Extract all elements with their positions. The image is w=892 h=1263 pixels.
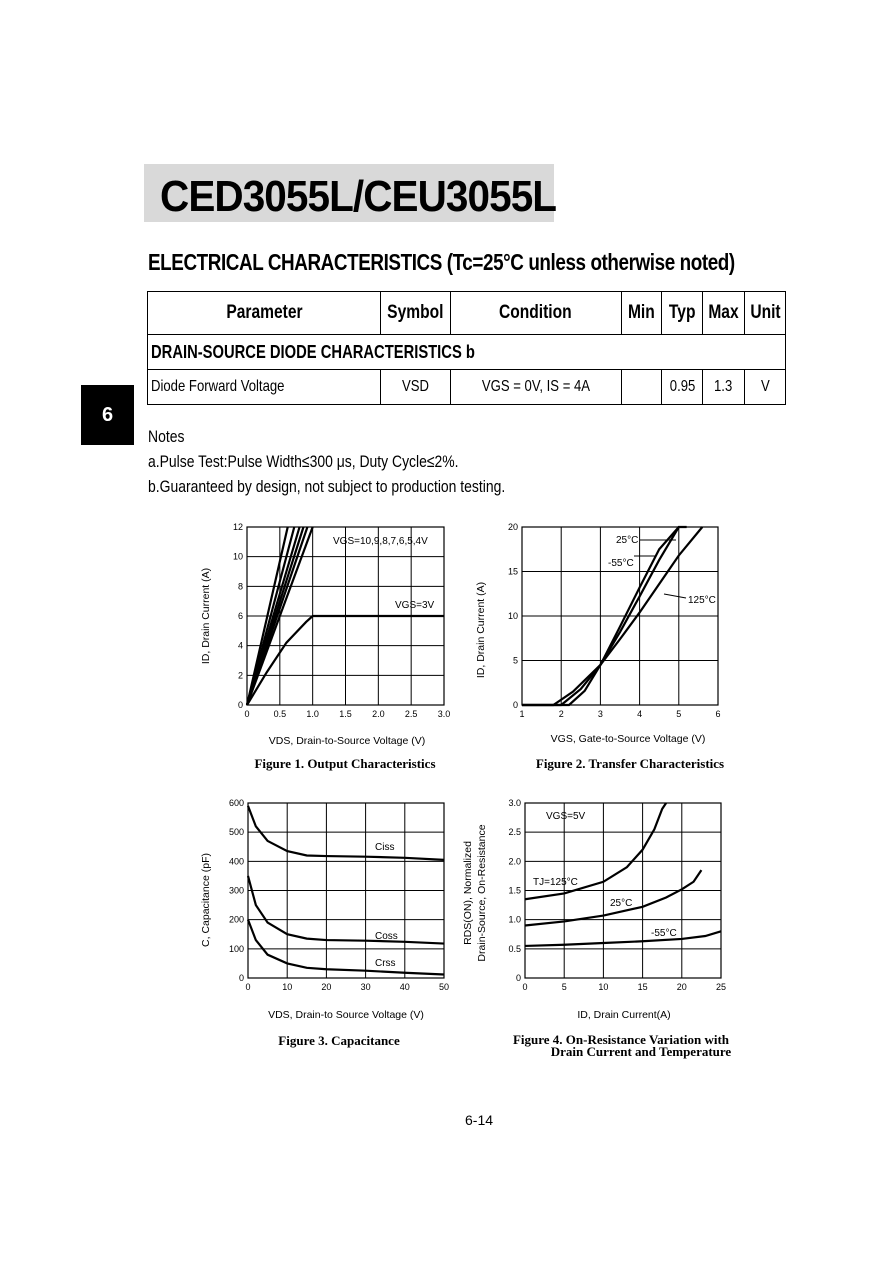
x-tick-label: 1 [519,709,525,719]
fig3-coss-label: Coss [375,931,398,942]
y-tick-label: 500 [228,827,244,838]
cell-unit: V [745,370,786,405]
x-tick-label: 50 [438,982,450,992]
col-header: Min [621,292,662,335]
series-line [248,876,444,944]
x-tick-label: 1.0 [306,709,319,719]
y-tick-label: 0.5 [508,943,521,954]
fig3-ciss-label: Ciss [375,842,395,853]
fig4-ylabel-line2: Drain-Source, On-Resistance [476,824,488,962]
x-tick-label: 2 [558,709,564,719]
y-tick-label: 600 [228,798,244,808]
x-tick-label: 20 [321,982,332,992]
fig3-xlabel: VDS, Drain-to Source Voltage (V) [268,1009,424,1021]
y-tick-label: 100 [228,943,244,954]
fig2-m55-label: -55°C [608,558,634,569]
fig3-ylabel: C, Capacitance (pF) [200,853,212,947]
fig3-crss-label: Crss [375,958,396,969]
col-header: Parameter [148,292,381,335]
figure-3 [200,798,449,1048]
fig1-ylabel: ID, Drain Current (A) [200,567,212,665]
y-tick-label: 1.5 [508,885,521,896]
notes-heading: Notes [148,427,185,446]
y-tick-label: 3.0 [508,798,521,808]
note-a: a.Pulse Test:Pulse Width≤300 μs, Duty Cycle≤2%. [148,452,459,471]
y-tick-label: 300 [228,885,244,896]
figure-4-curves [525,803,721,946]
y-tick-label: 2 [237,670,243,681]
y-tick-label: 0 [237,700,243,710]
figure-2 [475,522,724,771]
fig2-caption: Figure 2. Transfer Characteristics [535,756,725,771]
x-tick-label: 5 [676,709,682,719]
cell-parameter: Diode Forward Voltage [148,370,381,405]
y-tick-label: 6 [237,611,243,621]
x-tick-label: 0 [245,982,251,992]
note-b: b.Guaranteed by design, not subject to production testing. [148,477,506,496]
x-tick-label: 0 [244,709,250,719]
figure-1 [200,522,450,771]
y-tick-label: 10 [232,551,243,562]
fig3-caption: Figure 3. Capacitance [278,1033,400,1048]
fig4-caption-line1: Figure 4. On-Resistance Variation with [512,1032,730,1047]
x-tick-label: 0.5 [273,709,287,719]
fig2-25-label: 25°C [616,535,639,546]
y-tick-label: 2.0 [508,856,521,867]
figure-2-ticks [508,522,721,719]
fig2-125-label: 125°C [688,595,716,606]
x-tick-label: 40 [399,982,410,992]
x-tick-label: 25 [715,982,727,992]
figure-3-grid [248,803,444,978]
figure-4-ticks [508,798,726,992]
y-tick-label: 12 [232,522,243,532]
fig4-ylabel-line1: RDS(ON), Normalized [462,841,474,945]
figure-4 [462,798,731,1059]
y-tick-label: 1.0 [508,914,521,925]
section-heading: ELECTRICAL CHARACTERISTICS (Tc=25°C unless otherwise noted) [148,249,735,275]
y-tick-label: 4 [237,640,243,651]
x-tick-label: 20 [676,982,687,992]
y-tick-label: 5 [512,655,518,666]
col-header: Max [703,292,745,335]
x-tick-label: 30 [360,982,371,992]
col-header: Unit [745,292,786,335]
series-line [248,806,444,860]
cell-typ: 0.95 [662,370,703,405]
fig2-xlabel: VGS, Gate-to-Source Voltage (V) [550,733,706,745]
y-tick-label: 200 [228,914,244,925]
figure-2-grid [522,527,718,705]
y-tick-label: 400 [228,856,244,867]
fig2-ylabel: ID, Drain Current (A) [475,581,487,679]
fig1-xlabel: VDS, Drain-to-Source Voltage (V) [268,735,426,747]
fig4-25-label: 25°C [610,898,633,909]
fig1-vgs-high-label: VGS=10,9,8,7,6,5,4V [333,536,428,547]
figure-4-grid [525,803,721,978]
cell-condition: VGS = 0V, IS = 4A [450,370,621,405]
y-tick-label: 0 [238,973,244,983]
fig4-m55-label: -55°C [651,928,677,939]
fig4-caption-line2: Drain Current and Temperature [550,1044,732,1059]
section-label: DRAIN-SOURCE DIODE CHARACTERISTICS b [148,335,786,370]
series-line [525,931,721,946]
y-tick-label: 0 [515,973,521,983]
col-header: Typ [662,292,703,335]
fig4-125-label: TJ=125°C [533,877,578,888]
x-tick-label: 2.5 [404,709,418,719]
x-tick-label: 3 [597,709,603,719]
x-tick-label: 0 [522,982,528,992]
x-tick-label: 6 [715,709,721,719]
cell-symbol: VSD [381,370,451,405]
y-tick-label: 8 [237,581,243,592]
cell-max: 1.3 [703,370,745,405]
x-tick-label: 3.0 [437,709,451,719]
y-tick-label: 10 [507,611,518,621]
col-header: Symbol [381,292,451,335]
x-tick-label: 15 [637,982,648,992]
x-tick-label: 4 [637,709,643,719]
x-tick-label: 10 [282,982,293,992]
fig2-arrow-125 [664,594,686,598]
page-number: 6-14 [465,1112,494,1128]
chapter-tab: 6 [81,385,134,445]
fig4-xlabel: ID, Drain Current(A) [577,1009,671,1021]
x-tick-label: 1.5 [339,709,352,719]
x-tick-label: 2.0 [372,709,385,719]
fig4-vgs-label: VGS=5V [546,811,586,822]
fig1-vgs-low-label: VGS=3V [395,600,435,611]
y-tick-label: 20 [507,522,518,532]
figure-3-ticks [229,798,449,992]
x-tick-label: 5 [561,982,567,992]
y-tick-label: 2.5 [508,827,521,838]
y-tick-label: 0 [512,700,518,710]
page-title: CED3055L/CEU3055L [160,172,557,221]
fig1-caption: Figure 1. Output Characteristics [254,756,436,771]
col-header: Condition [450,292,621,335]
y-tick-label: 15 [507,566,518,577]
x-tick-label: 10 [598,982,609,992]
